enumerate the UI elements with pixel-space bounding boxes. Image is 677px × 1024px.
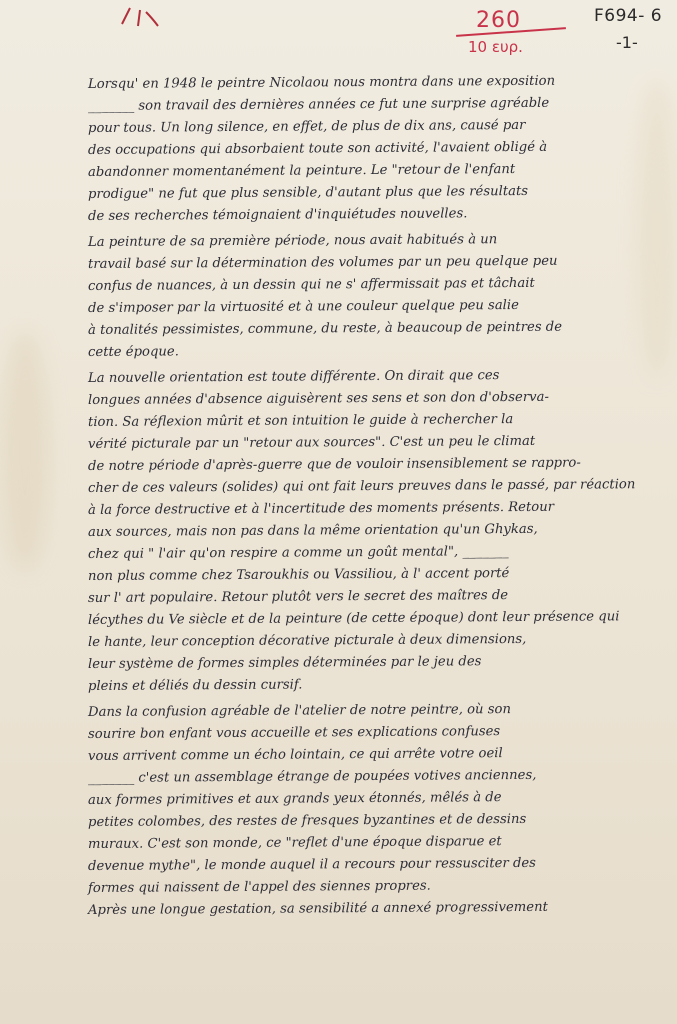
paper-stain — [0, 330, 50, 570]
text-line: aux formes primitives et aux grands yeux étonnés, mêlés à de — [87, 790, 502, 808]
text-line: muraux. C'est son monde, ce "reflet d'une époque disparue et — [87, 834, 502, 852]
paragraph — [88, 74, 673, 228]
text-line: abandonner momentanément la peinture. Le "retour de l'enfant — [87, 162, 516, 180]
text-line: à la force destructive et à l'incertitude des moments présents. Retour — [87, 499, 555, 518]
text-line: travail basé sur la détermination des volumes par un peu quelque peu — [87, 253, 558, 272]
text-line: devenue mythe", le monde auquel il a recours pour ressusciter des — [87, 855, 536, 874]
handwritten-text — [88, 74, 673, 922]
text-line: La peinture de sa première période, nous avait habitués à un — [87, 232, 498, 250]
text-line: Lorsqu' en 1948 le peintre Nicolaou nous montra dans une exposition — [87, 73, 556, 92]
text-line: le hante, leur conception décorative picturale à deux dimensions, — [87, 631, 527, 650]
text-line: _______ son travail des dernières années ce fut une surprise agréable — [87, 95, 550, 114]
text-line: vérité picturale par un "retour aux sources". C'est un peu le climat — [87, 433, 536, 452]
text-line: leur système de formes simples déterminées par le jeu des — [87, 654, 482, 672]
text-line: sourire bon enfant vous accueille et ses explications confuses — [87, 724, 501, 742]
text-line: Après une longue gestation, sa sensibilité a annexé progressivement — [87, 899, 548, 918]
text-line: à tonalités pessimistes, commune, du reste, à beaucoup de peintres de — [87, 319, 563, 338]
text-line: de ses recherches témoignaient d'inquiétudes nouvelles. — [87, 206, 468, 224]
text-line: aux sources, mais non pas dans la même orientation qu'un Ghykas, — [87, 521, 538, 540]
text-line: pleins et déliés du dessin cursif. — [87, 677, 303, 694]
text-line: cette époque. — [87, 344, 179, 360]
corner-ink-mark-icon — [118, 4, 178, 30]
text-line: Dans la confusion agréable de l'atelier de notre peintre, où son — [87, 702, 511, 720]
text-line: prodigue" ne fut que plus sensible, d'autant plus que les résultats — [87, 183, 529, 202]
text-line: La nouvelle orientation est toute différente. On dirait que ces — [87, 368, 500, 386]
text-line: vous arrivent comme un écho lointain, ce qui arrête votre oeil — [87, 746, 503, 764]
text-line: non plus comme chez Tsaroukhis ou Vassiliou, à l' accent porté — [87, 566, 510, 584]
text-line: de s'imposer par la virtuosité et à une couleur quelque peu salie — [87, 297, 519, 316]
text-line: tion. Sa réflexion mûrit et son intuition le guide à rechercher la — [87, 412, 514, 430]
text-line: cher de ces valeurs (solides) qui ont fait leurs preuves dans le passé, par réaction — [87, 477, 636, 496]
text-line: pour tous. Un long silence, en effet, de plus de dix ans, causé par — [87, 117, 526, 136]
paragraph — [88, 368, 673, 698]
text-line: formes qui naissent de l'appel des siennes propres. — [87, 878, 431, 896]
text-line: _______ c'est un assemblage étrange de poupées votives anciennes, — [87, 767, 537, 786]
archive-reference: F694- 6 — [594, 6, 663, 26]
text-line: sur l' art populaire. Retour plutôt vers le secret des maîtres de — [87, 588, 509, 606]
text-line: chez qui " l'air qu'on respire a comme un goût mental", _______ — [87, 544, 509, 562]
text-line: longues années d'absence aiguisèrent ses sens et son don d'observa- — [87, 389, 549, 408]
paragraph — [88, 702, 673, 922]
text-line: des occupations qui absorbaient toute son activité, l'avaient obligé à — [87, 139, 548, 158]
text-line: petites colombes, des restes de fresques byzantines et de dessins — [87, 811, 527, 830]
red-stamp-subtext: 10 ευρ. — [468, 38, 523, 56]
text-line: confus de nuances, à un dessin qui ne s' affermissait pas et tâchait — [87, 275, 535, 294]
red-stamp-number: 260 — [476, 8, 521, 33]
page-number: -1- — [616, 33, 638, 52]
text-line: de notre période d'après-guerre que de vouloir insensiblement se rappro- — [87, 455, 581, 474]
paragraph — [88, 232, 673, 364]
text-line: lécythes du Ve siècle et de la peinture (de cette époque) dont leur présence qui — [87, 609, 620, 628]
